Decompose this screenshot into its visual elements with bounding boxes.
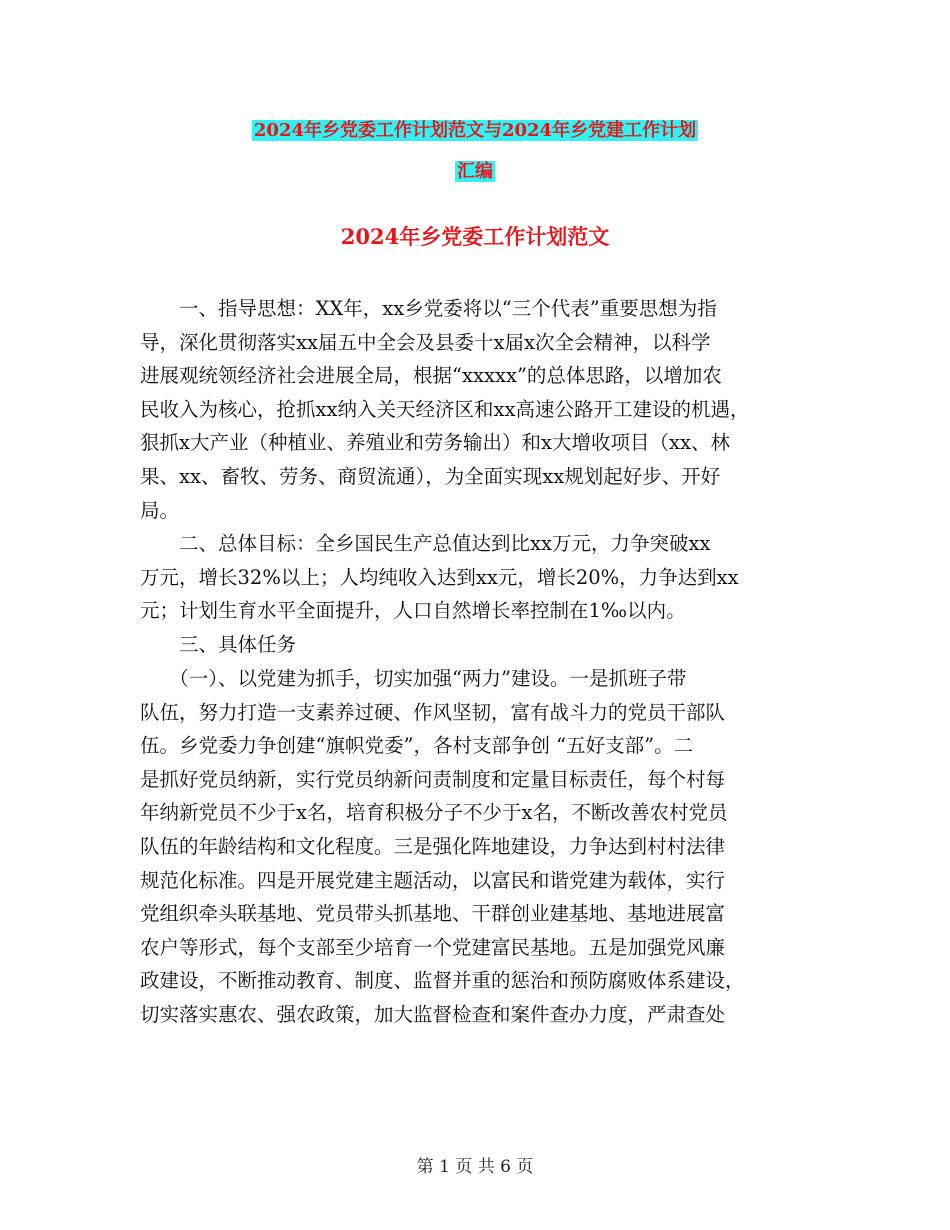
text-line: 是抓好党员纳新，实行党员纳新问责制度和定量目标责任，每个村每 [140, 767, 726, 791]
page-number-footer: 第 1 页 共 6 页 [416, 1157, 534, 1177]
text-line: 导，深化贯彻落实xx届五中全会及县委十x届x次全会精神，以科学 [140, 330, 711, 354]
section-title: 2024年乡党委工作计划范文 [340, 224, 610, 249]
document-title-line-2 [0, 153, 950, 191]
text-line: 一、指导思想：XX年，xx乡党委将以“三个代表”重要思想为指 [140, 297, 717, 320]
text-line: 二、总体目标：全乡国民生产总值达到比xx万元，力争突破xx [140, 532, 711, 555]
paragraph-specific-tasks-heading [140, 628, 830, 662]
text-line: （一）、以党建为抓手，切实加强“两力”建设。一是抓班子带 [140, 667, 687, 690]
document-title-line-1 [0, 112, 950, 150]
text-line: 政建设，不断推动教育、制度、监督并重的惩治和预防腐败体系建设， [140, 969, 745, 993]
paragraph-guiding-ideology [140, 292, 830, 527]
text-line: 农户等形式，每个支部至少培育一个党建富民基地。五是加强党风廉 [140, 935, 726, 959]
text-line: 队伍的年龄结构和文化程度。三是强化阵地建设，力争达到村村法律 [140, 834, 726, 858]
text-line: 伍。乡党委力争创建“旗帜党委”，各村支部争创 “五好支部”。二 [140, 734, 694, 758]
text-line: 切实落实惠农、强农政策，加大监督检查和案件查办力度，严肃查处 [140, 1002, 726, 1026]
document-title-text-1: 2024年乡党委工作计划范文与2024年乡党建工作计划 [253, 120, 697, 141]
document-title-text-2: 汇编 [457, 161, 493, 182]
text-line: 果、xx、畜牧、劳务、商贸流通），为全面实现xx规划起好步、开好 [140, 464, 721, 488]
text-line: 元；计划生育水平全面提升，人口自然增长率控制在1‰以内。 [140, 599, 686, 623]
paragraph-party-building [140, 662, 830, 1032]
text-line: 进展观统领经济社会进展全局，根据“xxxxx”的总体思路，以增加农 [140, 364, 722, 388]
text-line: 党组织牵头联基地、党员带头抓基地、干群创业建基地、基地进展富 [140, 902, 726, 926]
paragraph-overall-goals [140, 527, 830, 628]
text-line: 局。 [140, 498, 180, 522]
text-line: 狠抓x大产业（种植业、养殖业和劳务输出）和x大增收项目（xx、林 [140, 431, 730, 455]
text-line: 规范化标准。四是开展党建主题活动，以富民和谐党建为载体，实行 [140, 868, 726, 892]
text-line: 万元，增长32%以上；人均纯收入达到xx元，增长20%，力争达到xx [140, 565, 739, 589]
text-line: 年纳新党员不少于x名，培育积极分子不少于x名，不断改善农村党员 [140, 801, 728, 825]
text-line: 队伍，努力打造一支素养过硬、作风坚韧，富有战斗力的党员干部队 [140, 700, 726, 724]
text-line: 三、具体任务 [140, 633, 297, 656]
text-line: 民收入为核心，抢抓xx纳入关天经济区和xx高速公路开工建设的机遇， [140, 397, 750, 421]
